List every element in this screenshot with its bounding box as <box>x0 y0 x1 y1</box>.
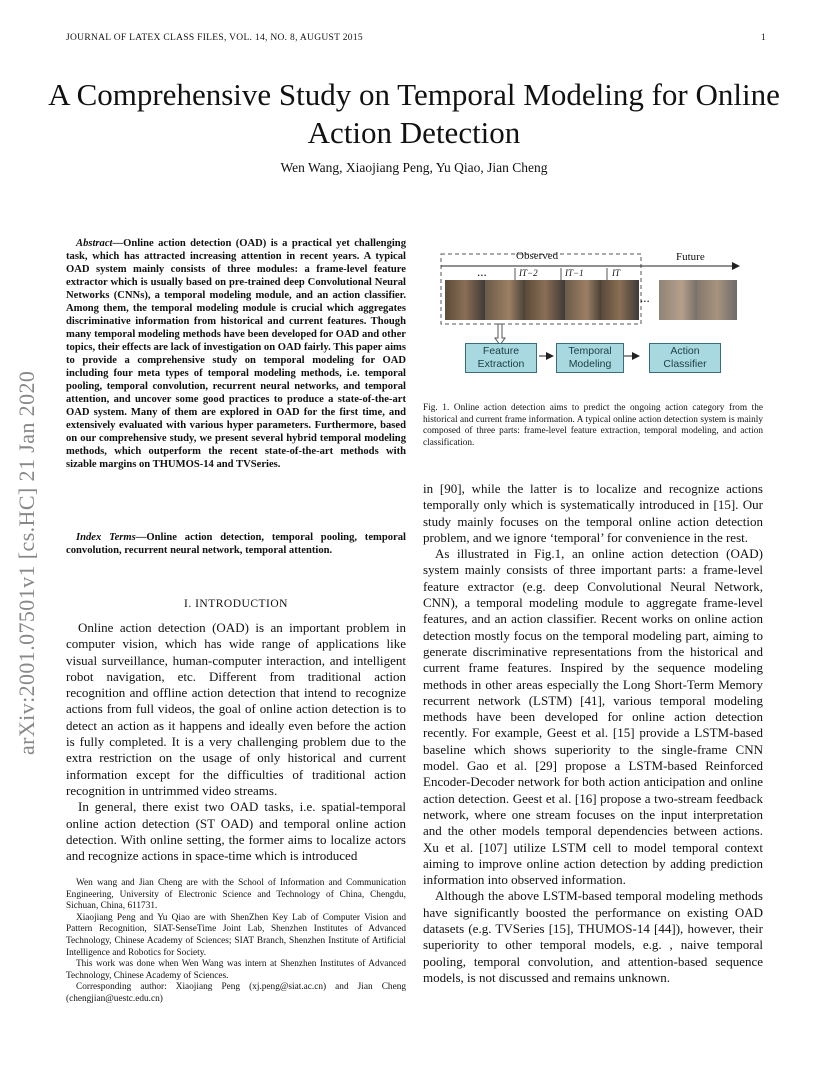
video-frame <box>445 280 485 320</box>
paper-title: A Comprehensive Study on Temporal Modeling for Online Action Detection <box>48 77 780 150</box>
future-frame <box>659 280 697 320</box>
video-frame <box>601 280 639 320</box>
intro-left-text <box>66 620 406 864</box>
running-header <box>66 33 766 43</box>
abstract-label: Abstract <box>76 238 113 249</box>
footnote: Corresponding author: Xiaojiang Peng (xj.peng@siat.ac.cn) and Jian Cheng (chengjian@uestc.edu.cn) <box>66 982 406 1004</box>
future-frame <box>697 280 737 320</box>
ellipsis-future: ... <box>640 290 650 305</box>
frame-label: IT−2 <box>519 268 538 278</box>
footnote: This work was done when Wen Wang was intern at Shenzhen Institutes of Advanced Technology, Chinese Academy of Sciences. <box>66 959 406 981</box>
footnote: Xiaojiang Peng and Yu Qiao are with ShenZhen Key Lab of Computer Vision and Pattern Recognition, SIAT-SenseTime Joint Lab, Shenzhen Institutes of Advanced Technology, Chinese Academy of Sciences; SIAT Branch, Shenzhen Institute of Artificial Intelligence and Robotics for Society. <box>66 912 406 958</box>
paragraph: As illustrated in Fig.1, an online action detection (OAD) system mainly consists of three important parts: a frame-level feature extractor (e.g. deep Convolutional Neural Network, CNN), a temporal modeling module to aggregate frame-level features, and an action classifier. Recent works on online action detection mostly focus on the temporal modeling part, aiming to generate discriminative representations from the historical and current frame features. Inspired by the sequence modeling methods in other areas especially the Long Short-Term Memory recurrent network (LSTM) [41], various temporal modeling methods have been developed for online action detection recently. For example, Geest et al. [15] provide a LSTM-based baseline which shows superiority to the single-frame CNN model. Gao et al. [29] propose a LSTM-based Reinforced Encoder-Decoder network for both action anticipation and online action detection. Geest et al. [16] propose a two-stream feedback network, where one stream focuses on the input interpretation and the other models temporal dependencies between actions. Xu et al. [107] utilize LSTM cell to model temporal context aiming to improve online action detection by adding prediction information into observed information. <box>423 546 763 888</box>
figure-1 <box>423 246 763 376</box>
intro-right-text <box>423 481 763 986</box>
paragraph: Although the above LSTM-based temporal modeling methods have significantly boosted the performance on existing OAD datasets (e.g. TVSeries [15], THUMOS-14 [44]), however, their superiority to other temporal models, e.g. , naive temporal pooling, temporal convolution, and attention-based sequence models, is not discussed and remains unknown. <box>423 888 763 985</box>
feature-extraction-box: Feature Extraction <box>465 343 537 373</box>
section-heading: I. INTRODUCTION <box>184 598 288 610</box>
video-frame <box>565 280 601 320</box>
ellipsis-past: ... <box>477 264 487 279</box>
video-frame <box>525 280 565 320</box>
index-terms <box>66 531 406 557</box>
down-arrow <box>495 324 505 345</box>
action-classifier-box: Action Classifier <box>649 343 721 373</box>
journal-name: JOURNAL OF LATEX CLASS FILES, VOL. 14, NO. 8, AUGUST 2015 <box>66 33 363 43</box>
paragraph: Online action detection (OAD) is an important problem in computer vision, which has wide range of applications like visual surveillance, human-computer interaction, and intelligent robot navigation, etc. Different from traditional action recognition and offline action detection that intend to recognize actions from full videos, the goal of online action detection is to detect an action as it happens and ideally even before the action is fully completed. It is a very challenging problem due to the extra restriction on the usage of only historical and current information except for the difficulties of traditional action recognition in untrimmed video streams. <box>66 620 406 798</box>
footnote: Wen wang and Jian Cheng are with the School of Information and Communication Engineering, University of Electronic Science and Technology of China, Chengdu, Sichuan, China, 611731. <box>66 878 406 912</box>
observed-label: Observed <box>516 250 559 262</box>
index-terms-label: Index Terms <box>76 532 136 543</box>
frame-label: IT−1 <box>565 268 584 278</box>
page-number: 1 <box>760 33 766 43</box>
footnotes <box>66 878 406 1006</box>
temporal-modeling-box: Temporal Modeling <box>556 343 624 373</box>
author-list: Wen Wang, Xiaojiang Peng, Yu Qiao, Jian Cheng <box>280 160 548 175</box>
video-frame <box>485 280 525 320</box>
figure-caption: Fig. 1. Online action detection aims to predict the ongoing action category from the historical and current frame information. A typical online action detection system is mainly composed of three parts: frame-level feature extraction, temporal modeling, and action classification. <box>423 403 763 448</box>
future-label: Future <box>676 251 705 263</box>
frame-label: IT <box>612 268 621 278</box>
paragraph: In general, there exist two OAD tasks, i.e. spatial-temporal online action detection (ST OAD) and temporal online action detection. With online setting, the former aims to localize actors and recognize actions in space-time which is introduced <box>66 799 406 864</box>
paragraph: in [90], while the latter is to localize and recognize actions temporally only which is systematically introduced in [15]. Our study mainly focuses on the temporal online action detection problem, and we ignore ‘temporal’ for convenience in the rest. <box>423 481 763 545</box>
index-terms-text: —Online action detection, temporal pooling, temporal convolution, recurrent neural network, temporal attention. <box>66 532 406 556</box>
abstract-text: —Online action detection (OAD) is a practical yet challenging task, which has attracted increasing attention in recent years. A typical OAD system mainly consists of three modules: a frame-level feature extractor which is usually based on pre-trained deep Convolutional Neural Networks (CNNs), a temporal modeling module, and an action classifier. Among them, the temporal modeling module is crucial which aggregates discriminative information from historical and current features. Though many temporal modeling methods have been developed for OAD and other topics, their effects are lack of investigation on OAD fairly. This paper aims to provide a comprehensive study on temporal modeling for OAD including four meta types of temporal modeling methods, i.e. temporal pooling, temporal convolution, recurrent neural networks, and temporal attention, and uncover some good practices to produce a state-of-the-art OAD system. Many of them are explored in OAD for the first time, and extensively evaluated with various hyper parameters. Furthermore, based on our comprehensive study, we present several hybrid temporal modeling methods, which outperform the recent state-of-the-art methods with sizable margins on THUMOS-14 and TVSeries. <box>66 238 406 470</box>
arxiv-stamp: arXiv:2001.07501v1 [cs.HC] 21 Jan 2020 <box>14 370 39 755</box>
abstract <box>66 237 406 471</box>
